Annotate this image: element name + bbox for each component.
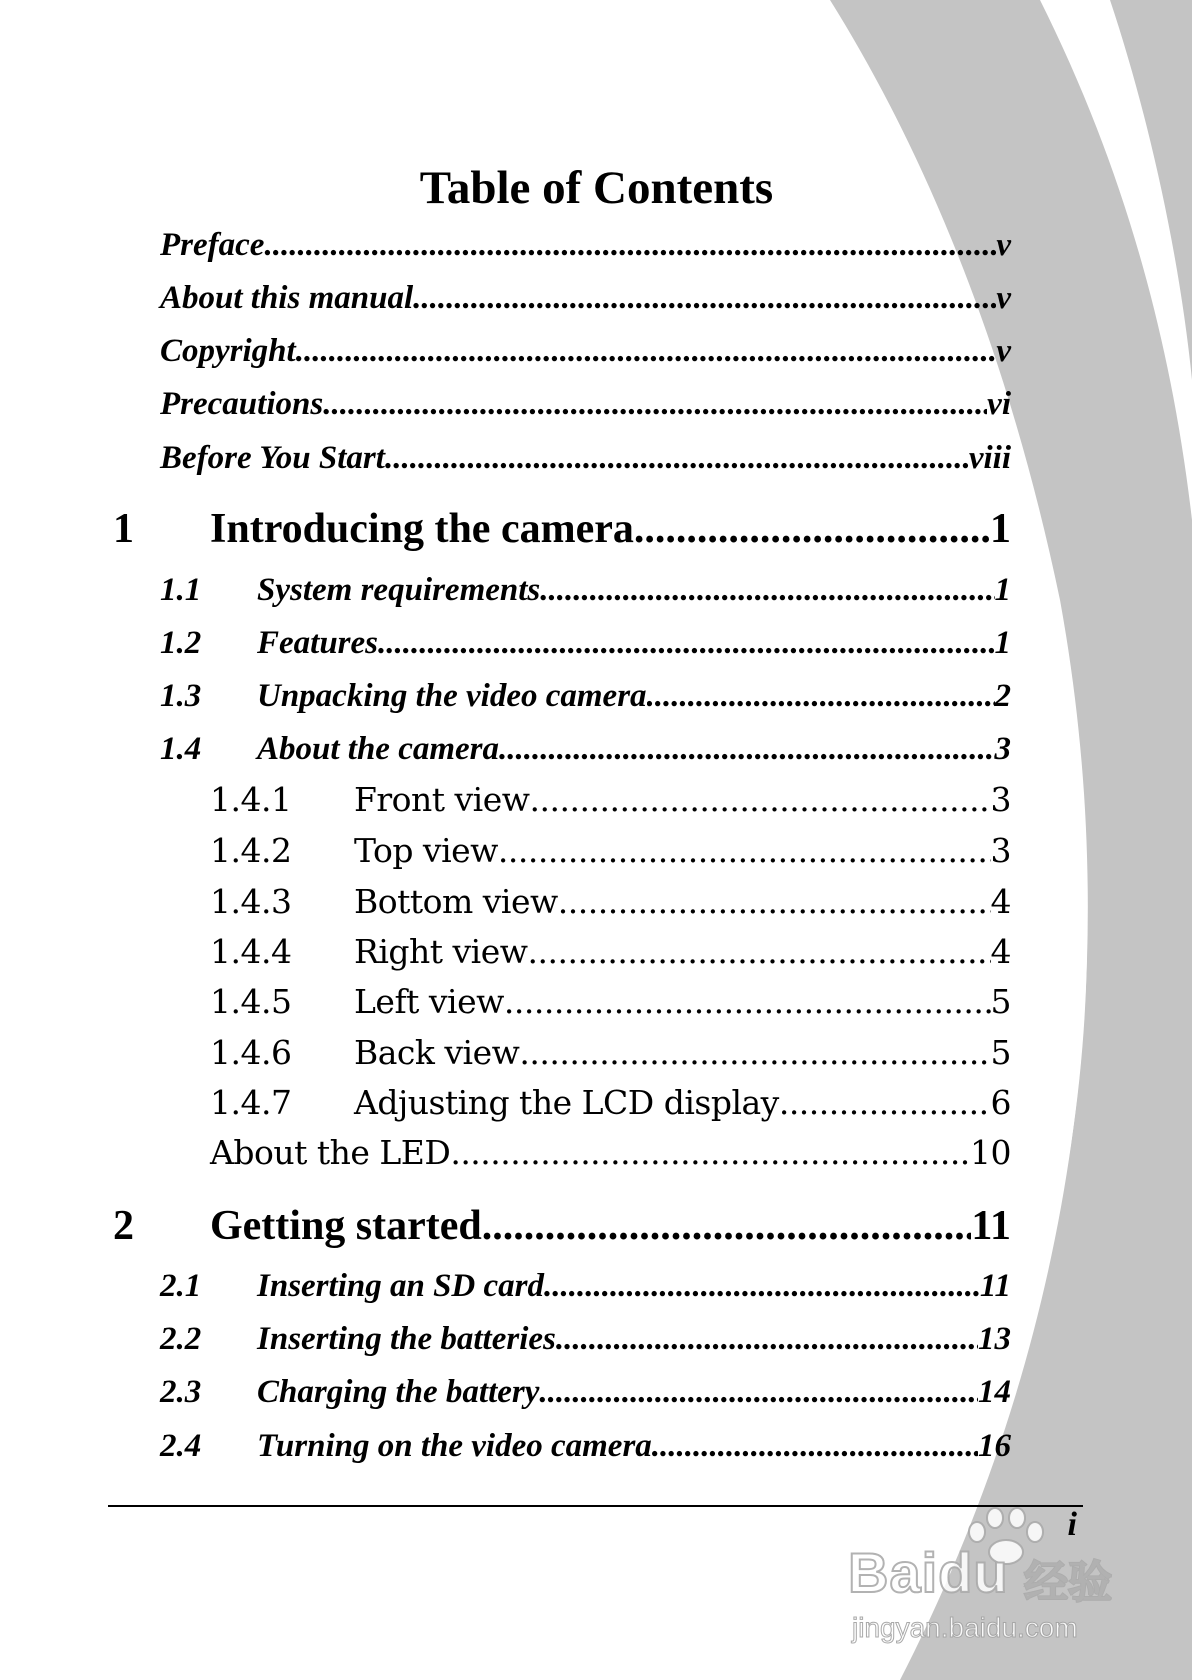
toc-subsection-1-4-3[interactable]: [210, 882, 1011, 921]
section-page: 14: [978, 1374, 1011, 1410]
subsection-page: 3: [990, 831, 1011, 870]
subsection-label: Front view: [354, 780, 530, 819]
entry-page: v: [996, 227, 1011, 263]
entry-label: Before You Start: [160, 440, 385, 476]
section-label: Unpacking the video camera: [257, 678, 647, 714]
subsection-page: 5: [990, 982, 1011, 1021]
leader-dots: [556, 1321, 978, 1358]
page-number: i: [1067, 1506, 1077, 1543]
subsection-number: 1.4.1: [210, 780, 292, 819]
section-page: 13: [978, 1321, 1011, 1357]
chapter-label: Getting started: [210, 1203, 482, 1249]
toc-entry-about-led[interactable]: [210, 1133, 1011, 1172]
toc-chapter-2[interactable]: [113, 1202, 1011, 1250]
section-label: System requirements: [257, 572, 541, 608]
toc-chapter-1[interactable]: [113, 505, 1011, 553]
section-page: 1: [994, 625, 1011, 661]
section-page: 2: [994, 678, 1011, 714]
section-number: 1.3: [160, 678, 202, 714]
section-page: 16: [978, 1428, 1011, 1464]
leader-dots: [634, 505, 990, 553]
leader-dots: [482, 1202, 972, 1250]
toc-subsection-1-4-4[interactable]: [210, 932, 1011, 971]
watermark-brand: Baidu: [848, 1541, 1009, 1604]
leader-dots: [264, 227, 996, 264]
toc-entry-precautions[interactable]: [160, 386, 1011, 423]
entry-page: v: [996, 280, 1011, 316]
subsection-number: 1.4.6: [210, 1033, 292, 1072]
entry-label: Copyright: [160, 333, 296, 369]
subsection-label: Bottom view: [354, 882, 558, 921]
entry-page: vi: [987, 386, 1011, 422]
toc-subsection-1-4-1[interactable]: [210, 780, 1011, 819]
page-title: Table of Contents: [419, 162, 774, 214]
toc-section-2-1[interactable]: [160, 1268, 1011, 1305]
leader-dots: [528, 932, 991, 971]
leader-dots: [558, 882, 991, 921]
leader-dots: [779, 1083, 991, 1122]
section-label: Charging the battery: [257, 1374, 540, 1410]
subsection-number: 1.4.7: [210, 1083, 292, 1122]
subsection-number: 1.4.5: [210, 982, 292, 1021]
entry-label: About the LED: [210, 1133, 451, 1172]
subsection-label: Right view: [354, 932, 528, 971]
section-page: 3: [994, 731, 1011, 767]
entry-page: viii: [968, 440, 1011, 476]
subsection-label: Left view: [354, 982, 504, 1021]
entry-page: v: [996, 333, 1011, 369]
chapter-page: 1: [990, 506, 1011, 552]
section-number: 1.1: [160, 572, 202, 608]
watermark-cn: 经验: [1024, 1558, 1112, 1607]
leader-dots: [323, 386, 987, 423]
leader-dots: [530, 780, 991, 819]
leader-dots: [385, 440, 969, 477]
subsection-label: Top view: [354, 831, 498, 870]
subsection-page: 4: [990, 882, 1011, 921]
entry-label: Preface: [160, 227, 265, 263]
leader-dots: [647, 678, 995, 715]
section-number: 2.3: [160, 1374, 202, 1410]
section-number: 2.1: [160, 1268, 202, 1304]
subsection-number: 1.4.2: [210, 831, 292, 870]
subsection-page: 4: [990, 932, 1011, 971]
leader-dots: [413, 280, 996, 317]
section-page: 11: [979, 1268, 1011, 1304]
chapter-page: 11: [971, 1203, 1011, 1249]
leader-dots: [652, 1428, 978, 1465]
chapter-number: 2: [113, 1203, 134, 1249]
leader-dots: [519, 1033, 990, 1072]
section-label: Inserting an SD card: [257, 1268, 544, 1304]
leader-dots: [296, 333, 997, 370]
leader-dots: [498, 831, 991, 870]
toc-subsection-1-4-2[interactable]: [210, 831, 1011, 870]
section-number: 2.2: [160, 1321, 202, 1357]
subsection-page: 3: [990, 780, 1011, 819]
subsection-label: Back view: [354, 1033, 520, 1072]
toc-entry-preface[interactable]: [160, 227, 1011, 264]
subsection-page: 6: [990, 1083, 1011, 1122]
toc-section-1-3[interactable]: [160, 678, 1011, 715]
baidu-watermark: [848, 1500, 1148, 1650]
toc-subsection-1-4-7[interactable]: [210, 1083, 1011, 1122]
leader-dots: [504, 982, 991, 1021]
leader-dots: [539, 1374, 978, 1411]
leader-dots: [540, 572, 994, 609]
section-label: Inserting the batteries: [257, 1321, 556, 1357]
toc-section-2-2[interactable]: [160, 1321, 1011, 1358]
subsection-page: 5: [990, 1033, 1011, 1072]
section-label: About the camera: [257, 731, 500, 767]
leader-dots: [450, 1133, 970, 1172]
toc-entry-about-manual[interactable]: [160, 280, 1011, 317]
leader-dots: [378, 625, 994, 662]
toc-entry-before-you-start[interactable]: [160, 440, 1011, 477]
toc-section-1-1[interactable]: [160, 572, 1011, 609]
subsection-number: 1.4.4: [210, 932, 292, 971]
entry-page: 10: [970, 1133, 1011, 1172]
toc-subsection-1-4-6[interactable]: [210, 1033, 1011, 1072]
toc-subsection-1-4-5[interactable]: [210, 982, 1011, 1021]
chapter-number: 1: [113, 506, 134, 552]
section-label: Features: [257, 625, 379, 661]
toc-entry-copyright[interactable]: [160, 333, 1011, 370]
entry-label: About this manual: [160, 280, 414, 316]
section-number: 1.4: [160, 731, 202, 767]
toc-section-1-2[interactable]: [160, 625, 1011, 662]
subsection-label: Adjusting the LCD display: [354, 1083, 779, 1122]
toc-section-2-3[interactable]: [160, 1374, 1011, 1411]
section-number: 2.4: [160, 1428, 202, 1464]
entry-label: Precautions: [160, 386, 324, 422]
chapter-label: Introducing the camera: [210, 506, 634, 552]
watermark-url: jingyan.baidu.com: [852, 1612, 1078, 1643]
toc-section-1-4[interactable]: [160, 731, 1011, 768]
section-page: 1: [994, 572, 1011, 608]
section-number: 1.2: [160, 625, 202, 661]
section-label: Turning on the video camera: [257, 1428, 652, 1464]
toc-section-2-4[interactable]: [160, 1428, 1011, 1465]
subsection-number: 1.4.3: [210, 882, 292, 921]
leader-dots: [544, 1268, 980, 1305]
leader-dots: [499, 731, 994, 768]
